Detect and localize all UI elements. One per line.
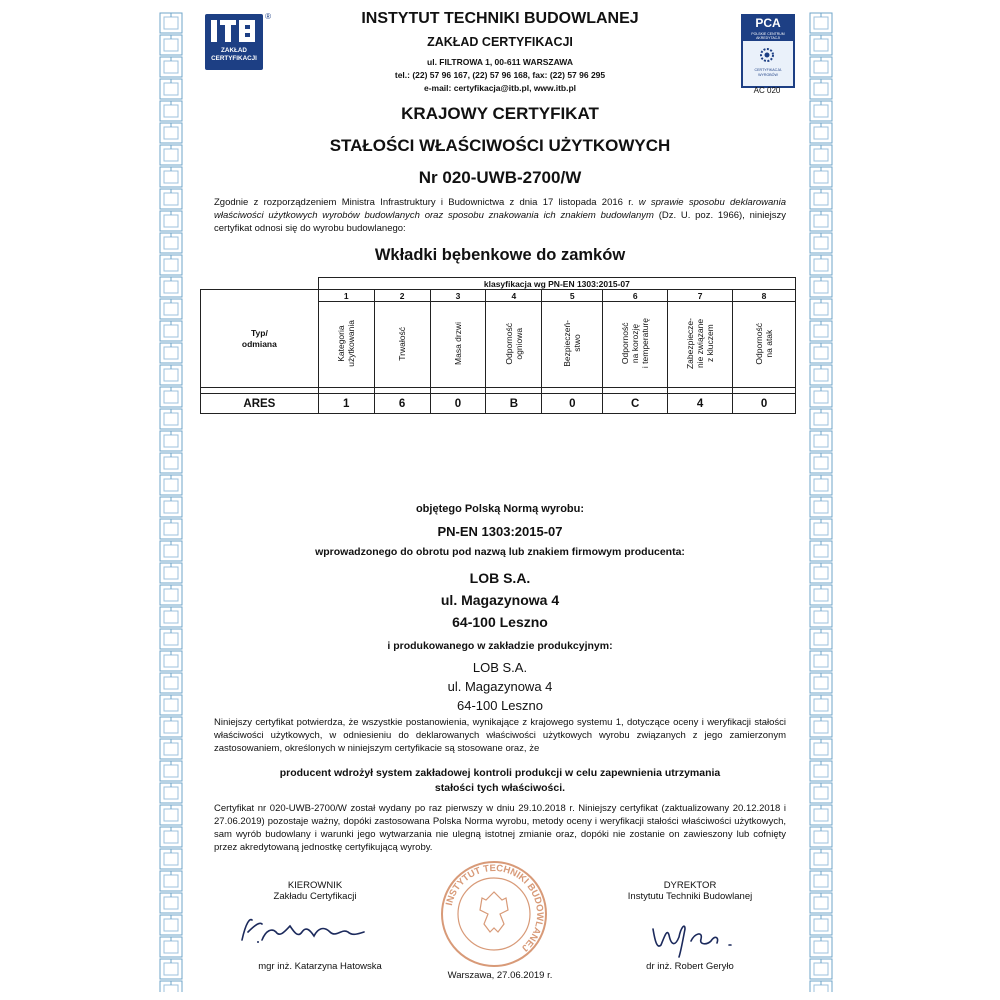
left-handwritten-signature [232, 910, 392, 950]
col-num: 6 [603, 290, 668, 302]
address: ul. FILTROWA 1, 00-611 WARSZAWA [427, 57, 573, 67]
place-date: Warszawa, 27.06.2019 r. [447, 970, 553, 981]
title-line2: STAŁOŚCI WŁAŚCIWOŚCI UŻYTKOWYCH [329, 136, 671, 155]
itb-logo-label: ZAKŁAD CERTYFIKACJI [211, 47, 257, 62]
standard-label: objętego Polską Normą wyrobu: [415, 503, 585, 515]
standard-name: PN-EN 1303:2015-07 [437, 524, 563, 539]
plant-name: LOB S.A. [472, 660, 528, 675]
producer-city: 64-100 Leszno [452, 614, 548, 630]
right-border-ornament [808, 12, 834, 992]
title-line1: KRAJOWY CERTYFIKAT [401, 104, 599, 123]
col-num: 8 [733, 290, 796, 302]
validity-paragraph: Certyfikat nr 020-UWB-2700/W został wydany po raz pierwszy w dniu 29.10.2018 r. Niniejszy certyfikat (zaktualizowany 20.12.2018 i 27.06.2019) pozostaje ważny, dopóki zastosowana Polska Norma wyrobu, metody oceny i weryfikacji stałości właściwości użytkowych, sam wyrób budowlany i warunki jego wytwarzania nie ulegną istotnej zmianie oraz, dopóki nie zostanie on zawieszony lub cofnięty przez akredytowaną jednostkę certyfikującą wyroby. [214, 803, 786, 853]
type-value: ARES [201, 394, 319, 414]
class-value: 6 [374, 394, 430, 414]
col-label: Odporność na korozję i temperaturę [620, 318, 651, 369]
confirmation-paragraph: Niniejszy certyfikat potwierdza, że wszystkie postanowienia, wynikające z krajowego systemu 1, dotyczące oceny i weryfikacji stałości właściwości użytkowych, w odniesieniu do deklarowanych właściwości użytkowych wyrobu związanych z jego zamierzonym zastosowaniem, określonych w niniejszym certyfikacie są stosowane oraz, że [214, 717, 786, 754]
col-num: 1 [318, 290, 374, 302]
col-label: Odporność ogniowa [503, 322, 524, 365]
class-value: 1 [318, 394, 374, 414]
col-label: Zabezpiecze- nie związane z kluczem [685, 317, 716, 370]
left-signatory-name: mgr inż. Katarzyna Hatowska [258, 961, 382, 972]
right-signatory-name: dr inż. Robert Geryło [646, 961, 734, 972]
itb-logo: ZAKŁAD CERTYFIKACJI ® [205, 14, 263, 70]
institute-name: INSTYTUT TECHNIKI BUDOWLANEJ [361, 10, 639, 27]
col-label: Odporność na atak [754, 322, 775, 365]
col-label: Bezpieczeń- stwo [562, 320, 583, 367]
department-name: ZAKŁAD CERTYFIKACJI [427, 35, 573, 49]
product-name: Wkładki bębenkowe do zamków [374, 246, 626, 264]
col-label: Trwałość [397, 326, 408, 361]
producer-name: LOB S.A. [469, 570, 531, 586]
col-num: 7 [668, 290, 733, 302]
class-value: C [603, 394, 668, 414]
col-num: 4 [486, 290, 542, 302]
confirmation-bold-1: producent wdrożył system zakładowej kontroli produkcji w celu zapewnienia utrzymania [279, 767, 721, 779]
plant-label: i produkowanego w zakładzie produkcyjnym: [387, 640, 613, 652]
certificate-number: Nr 020-UWB-2700/W [418, 168, 582, 187]
pca-logo: PCA POLSKIE CENTRUM AKREDYTACJI CERTYFIKACJA WYROBÓW [741, 14, 795, 88]
col-label: Masa drzwi [453, 322, 463, 365]
phone: tel.: (22) 57 96 167, (22) 57 96 168, fax: (22) 57 96 295 [394, 70, 606, 80]
right-handwritten-signature [645, 915, 755, 960]
col-num: 2 [374, 290, 430, 302]
col-label: Kategoria użytkowania [336, 320, 357, 367]
official-stamp [438, 858, 550, 970]
intro-paragraph: Zgodnie z rozporządzeniem Ministra Infrastruktury i Budownictwa z dnia 17 listopada 2016 r. w sprawie sposobu deklarowania właściwości użytkowych wyrobów budowlanych oraz sposobu znakowania ich znakiem budowlanym (Dz. U. poz. 1966), niniejszy certyfikat odnosi się do wyrobu budowlanego: [214, 197, 787, 234]
type-header: Typ/ odmiana [201, 290, 319, 388]
class-value: 0 [542, 394, 603, 414]
accreditation-code: AC 020 [753, 86, 781, 95]
right-signatory-title: DYREKTOR Instytutu Techniki Budowlanej [627, 880, 753, 902]
classification-table [200, 277, 796, 414]
classification-caption: klasyfikacja wg PN-EN 1303:2015-07 [318, 278, 795, 290]
col-num: 3 [430, 290, 486, 302]
class-value: 0 [733, 394, 796, 414]
col-num: 5 [542, 290, 603, 302]
plant-street: ul. Magazynowa 4 [447, 679, 553, 694]
left-signatory-title: KIEROWNIK Zakładu Certyfikacji [273, 880, 357, 902]
class-value: 4 [668, 394, 733, 414]
class-value: B [486, 394, 542, 414]
producer-street: ul. Magazynowa 4 [440, 592, 560, 608]
email: e-mail: certyfikacja@itb.pl, www.itb.pl [423, 83, 577, 93]
producer-label: wprowadzonego do obrotu pod nazwą lub znakiem firmowym producenta: [315, 546, 685, 558]
stamp-text: INSTYTUT TECHNIKI BUDOWLANEJ [443, 862, 546, 954]
plant-city: 64-100 Leszno [456, 698, 543, 713]
left-border-ornament [158, 12, 184, 992]
confirmation-bold-2: stałości tych właściwości. [434, 782, 566, 794]
class-value: 0 [430, 394, 486, 414]
